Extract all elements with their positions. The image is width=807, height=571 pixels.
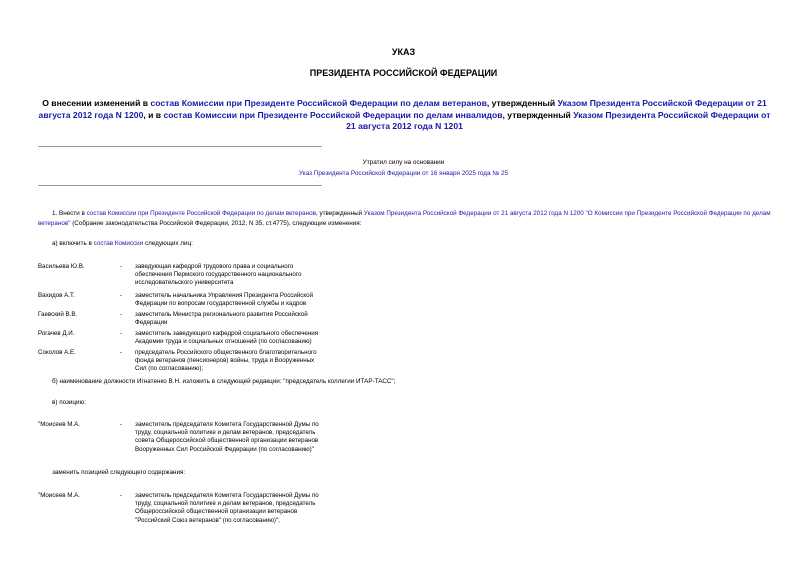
person-dash: -: [120, 349, 123, 356]
desc-line: Федерации по вопросам государственной службы и кадров: [135, 300, 307, 308]
person-description: [135, 349, 335, 374]
person-name: Рогачев Д.И.: [38, 330, 75, 337]
p1-text-2: , утвержденный: [315, 210, 364, 217]
divider-bottom: [38, 185, 322, 186]
person-name: Вахидов А.Т.: [38, 292, 75, 299]
replace-instruction: заменить позицией следующего содержания:: [52, 469, 186, 476]
desc-line: совета Общероссийской общественной организации ветеранов: [135, 437, 319, 445]
person-name: "Моисеев М.А.: [38, 492, 81, 499]
person-name: Гаевский В.В.: [38, 311, 78, 318]
person-dash: -: [120, 292, 123, 299]
heading-text-4: , утвержденный: [502, 109, 574, 120]
heading-link-decree-1200[interactable]: Указом Президента Российской Федерации от 21 августа 2012 года N 1200: [38, 98, 767, 120]
subparagraph-a: [52, 240, 193, 247]
document-heading: [38, 98, 771, 133]
person-description: [135, 263, 335, 288]
p1-text-1: 1. Внести в: [52, 210, 87, 217]
desc-line: заместитель председателя Комитета Государственной Думы по: [135, 492, 319, 499]
desc-line: председатель Российского общественного благотворительного: [135, 349, 317, 356]
heading-link-veterans-commission[interactable]: состав Комиссии при Президенте Российской Федерации по делам ветеранов: [150, 98, 487, 108]
desc-line: исследовательского университета: [135, 279, 234, 287]
person-dash: -: [120, 421, 123, 428]
person-description: [135, 292, 335, 308]
desc-line: Вооруженных Сил Российской Федерации (по согласованию)": [135, 445, 314, 453]
desc-line: Общероссийской общественной организации ветеранов: [135, 508, 298, 516]
divider-top: [38, 146, 322, 147]
a-link-commission[interactable]: состав Комиссии: [93, 240, 144, 247]
desc-line: заместитель начальника Управления Президента Российской: [135, 292, 314, 299]
desc-line: заведующая кафедрой трудового права и социального: [135, 263, 294, 270]
person-dash: -: [120, 263, 123, 270]
heading-link-decree-1201[interactable]: Указом Президента Российской Федерации от 21 августа 2012 года N 1201: [346, 109, 771, 131]
person-description: [135, 311, 335, 327]
desc-line: обеспечения Пермского государственного национального: [135, 271, 302, 279]
person-name: Соколов А.Е.: [38, 349, 76, 356]
desc-line: Сил (по согласованию);: [135, 365, 204, 373]
desc-line: Федерации: [135, 319, 168, 327]
desc-line: заместитель заведующего кафедрой социального обеспечения: [135, 330, 319, 337]
person-name: Васильева Ю.В.: [38, 263, 85, 270]
person-description: [135, 330, 335, 346]
person-dash: -: [120, 330, 123, 337]
person-name: "Моисеев М.А.: [38, 421, 81, 428]
person-description: [135, 492, 345, 525]
desc-line: фонда ветеранов (пенсионеров) войны, труда и Вооруженных: [135, 357, 315, 365]
heading-text-3: , и в: [143, 109, 164, 120]
desc-line: труду, социальной политике и делам ветеранов, председатель: [135, 429, 316, 437]
desc-line: "Российский Союз ветеранов" (по согласованию)";: [135, 516, 280, 524]
subparagraph-v: в) позицию:: [52, 399, 87, 406]
paragraph-1: [38, 209, 773, 228]
person-dash: -: [120, 311, 123, 318]
desc-line: заместитель Министра регионального развития Российской: [135, 311, 308, 318]
p1-link-commission[interactable]: состав Комиссии при Президенте Российской Федерации по делам ветеранов: [86, 210, 316, 217]
a-text-1: а) включить в: [52, 240, 94, 247]
p1-text-3: (Собрание законодательства Российской Федерации, 2012, N 35, ст.4775), следующие изменения:: [70, 219, 362, 227]
document-issuer-title: ПРЕЗИДЕНТА РОССИЙСКОЙ ФЕДЕРАЦИИ: [309, 68, 498, 78]
desc-line: заместитель председателя Комитета Государственной Думы по: [135, 421, 319, 428]
heading-text-2: , утвержденный: [486, 98, 558, 108]
desc-line: труду, социальной политике и делам ветеранов, председатель: [135, 500, 316, 508]
heading-link-disabled-commission[interactable]: состав Комиссии при Президенте Российской Федерации по делам инвалидов: [163, 109, 503, 120]
desc-line: Академии труда и социальных отношений (по согласованию): [135, 338, 312, 346]
document-type-title: УКАЗ: [391, 47, 416, 57]
status-note: Утратил силу на основании: [362, 159, 445, 166]
heading-text-1: О внесении изменений в: [42, 98, 151, 108]
person-dash: -: [120, 492, 123, 499]
subparagraph-b: б) наименование должности Игнатенко В.Н. изложить в следующей редакции: "председатель коллегии ИТАР-ТАСС";: [52, 378, 396, 385]
a-text-2: следующих лиц:: [143, 240, 193, 247]
status-repeal-link[interactable]: Указ Президента Российской Федерации от 16 января 2025 года № 25: [298, 170, 509, 177]
p1-link-decree[interactable]: Указом Президента Российской Федерации от 21 августа 2012 года N 1200 "О Комиссии при Президенте Российской Федерации по делам ветеранов": [38, 210, 771, 227]
person-description: [135, 421, 345, 454]
